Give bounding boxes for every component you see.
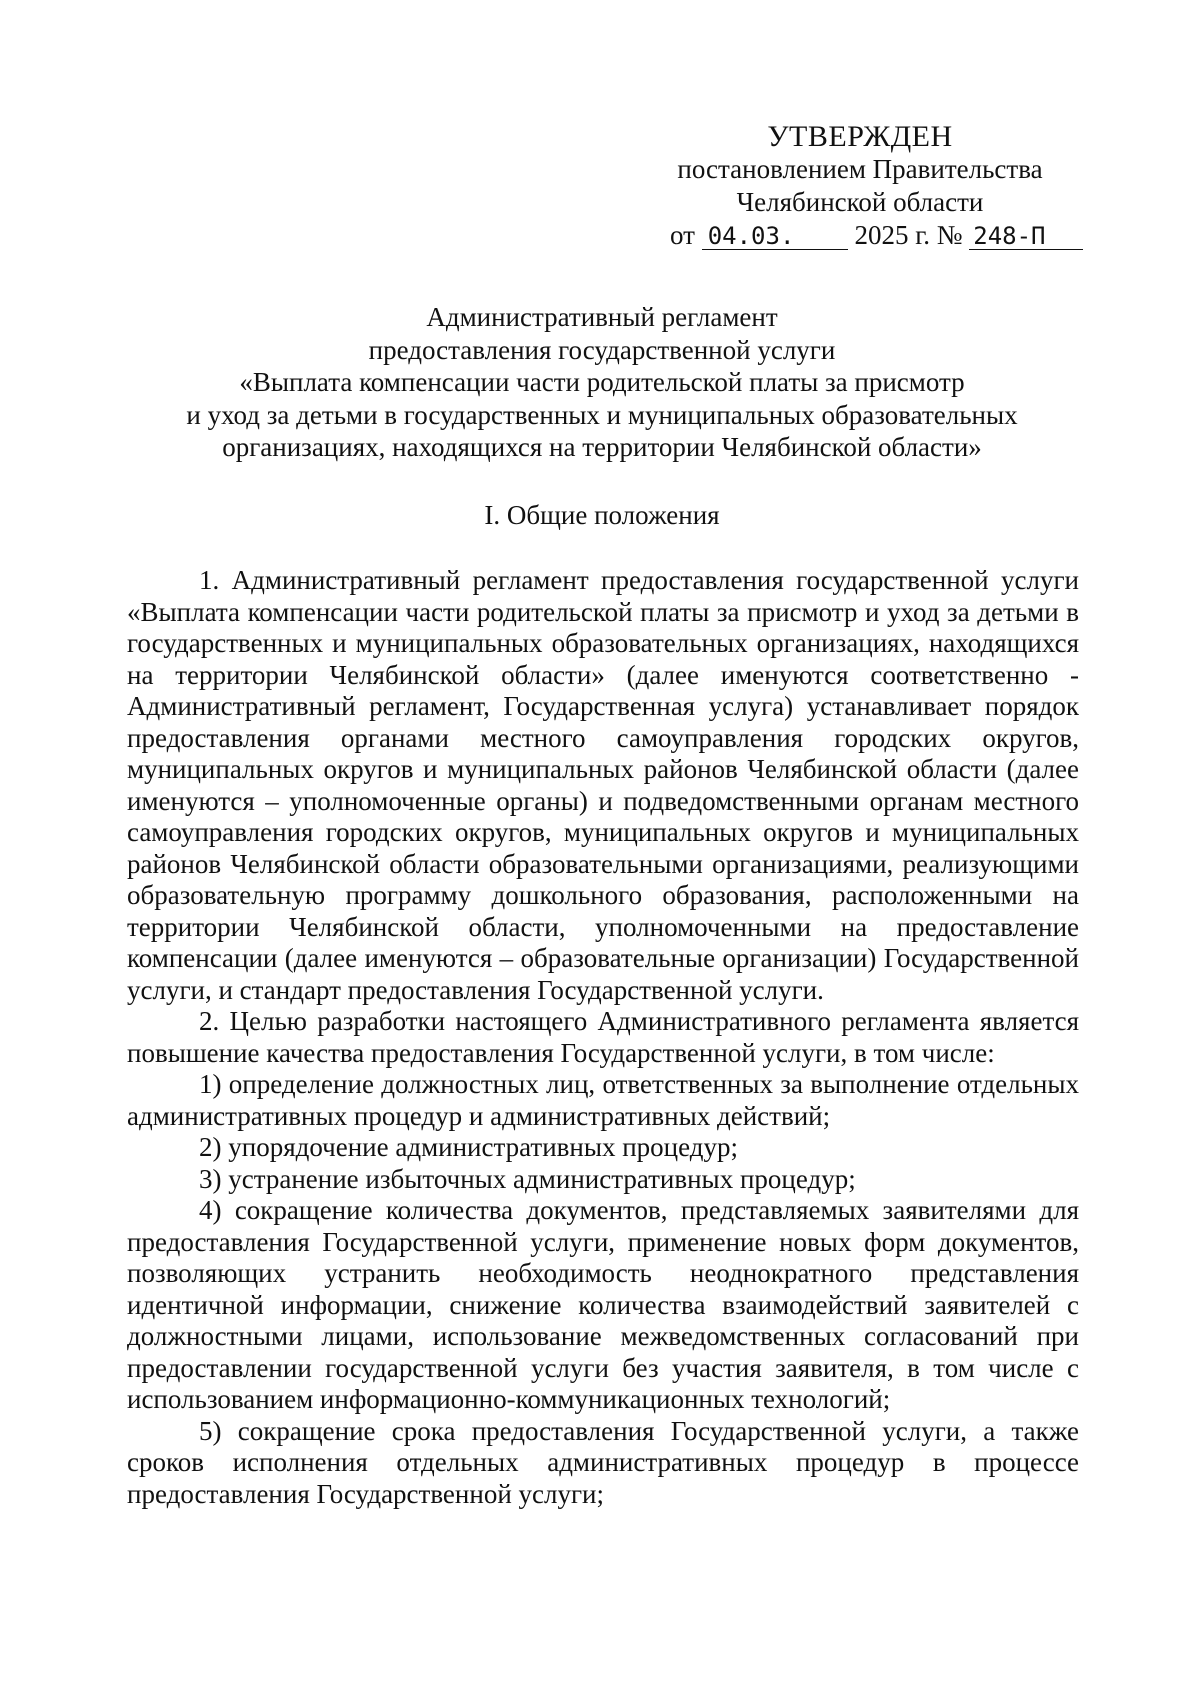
list-item-5: 5) сокращение срока предоставления Государственной услуги, а также сроков исполнения отдельных административных процедур в процессе предоставления Государственной услуги; <box>127 1415 1079 1509</box>
approval-date-line <box>640 219 1080 252</box>
approval-title: УТВЕРЖДЕН <box>767 120 953 153</box>
list-item-4: 4) сокращение количества документов, представляемых заявителями для предоставления Государственной услуги, применение новых форм документов, позволяющих устранить необходимость неоднократного представления идентичной информации, снижение количества взаимодействий заявителей с должностными лицами, использование межведомственных согласований при предоставлении государственной услуги без участия заявителя, в том числе с использованием информационно-коммуникационных технологий; <box>127 1195 1079 1414</box>
document-title <box>127 301 1077 464</box>
approval-line-2: Челябинской области <box>736 187 984 217</box>
approval-from: от <box>670 220 695 250</box>
list-item-3: 3) устранение избыточных административных процедур; <box>199 1163 856 1194</box>
approval-year: 2025 г. № <box>854 220 963 250</box>
title-line-3: «Выплата компенсации части родительской платы за присмотр <box>239 367 965 397</box>
title-line-4: и уход за детьми в государственных и муниципальных образовательных <box>186 399 1018 430</box>
list-item-1: 1) определение должностных лиц, ответственных за выполнение отдельных административных процедур и административных действий; <box>127 1069 1079 1131</box>
approval-date: 04.03. <box>702 223 848 250</box>
approval-line-1: постановлением Правительства <box>677 154 1043 184</box>
title-line-5: организациях, находящихся на территории Челябинской области» <box>222 432 982 462</box>
list-item-2: 2) упорядочение административных процедур; <box>199 1132 738 1162</box>
approval-number: 248-П <box>969 223 1083 250</box>
title-line-1: Административный регламент <box>426 302 778 332</box>
section-heading: I. Общие положения <box>484 500 720 530</box>
document-body <box>127 565 1079 1510</box>
paragraph-1: 1. Административный регламент предоставления государственной услуги «Выплата компенсации части родительской платы за присмотр и уход за детьми в государственных и муниципальных образовательных организациях, находящихся на территории Челябинской области» (далее именуются соответственно - Административный регламент, Государственная услуга) устанавливает порядок предоставления органами местного самоуправления городских округов, муниципальных округов и муниципальных районов Челябинской области (далее именуются – уполномоченные органы) и подведомственными органам местного самоуправления городских округов, муниципальных округов и муниципальных районов Челябинской области образовательными организациями, реализующими образовательную программу дошкольного образования, расположенными на территории Челябинской области, уполномоченными на предоставление компенсации (далее именуются – образовательные организации) Государственной услуги, и стандарт предоставления Государственной услуги. <box>127 565 1079 1005</box>
approval-block <box>640 120 1080 252</box>
paragraph-2: 2. Целью разработки настоящего Административного регламента является повышение качества предоставления Государственной услуги, в том числе: <box>127 1006 1079 1068</box>
title-line-2: предоставления государственной услуги <box>368 334 836 365</box>
